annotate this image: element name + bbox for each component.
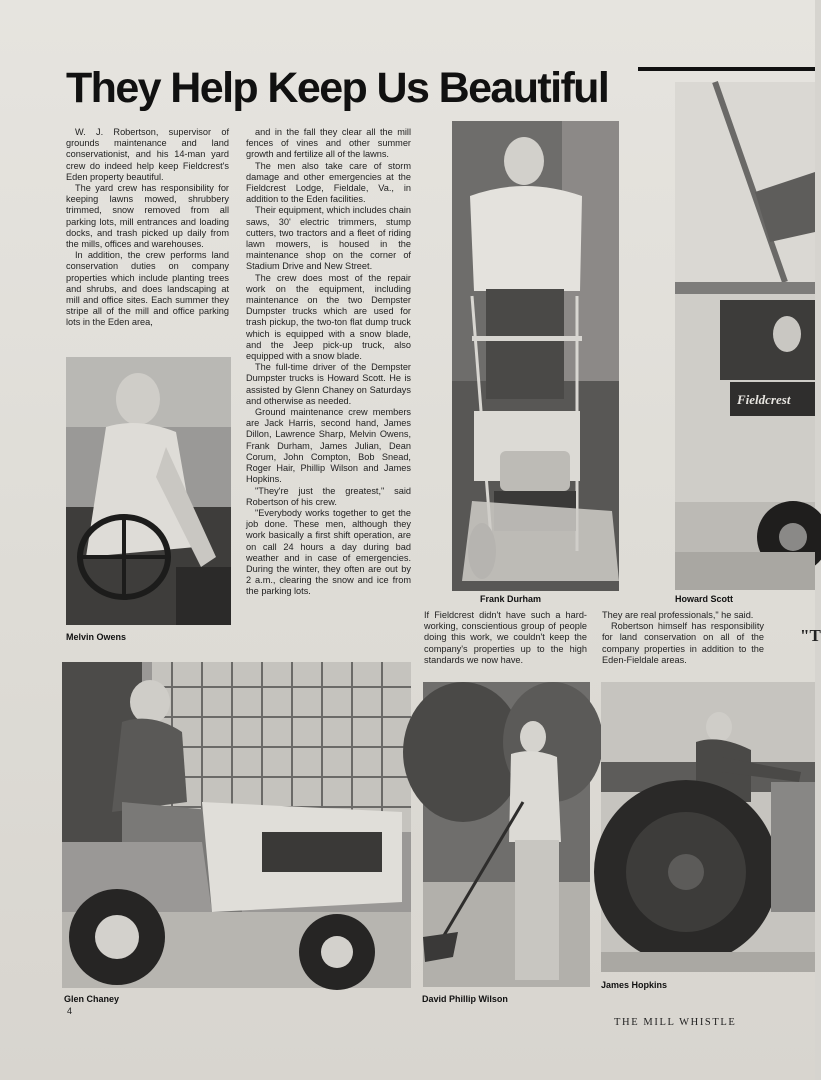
article-column-4 (602, 610, 764, 672)
paragraph: In addition, the crew performs land conservation duties on company properties which include planting trees and shrubs, and does landscaping at mill and office sites. Each summer they stripe all of the mill and office parking lots in the Eden area, (66, 250, 229, 328)
paragraph: The crew does most of the repair work on the equipment, including maintenance on the two Dempster Dumpster trucks which are used for trash pickup, the two-ton flat dump truck which is equipped with a snow blade, and the Jeep pick-up truck, also equipped with a snow blade. (246, 272, 411, 362)
photo-illustration (675, 82, 815, 590)
photo-illustration (601, 682, 815, 972)
pull-quote-mark: "T (800, 626, 821, 645)
article-column-2 (246, 127, 411, 649)
headline: They Help Keep Us Beautiful (66, 64, 609, 112)
photo-frank-durham (452, 121, 619, 591)
photo-illustration (423, 682, 590, 987)
caption-james-hopkins: James Hopkins (601, 980, 668, 990)
article-column-3 (424, 610, 587, 672)
article-column-1 (66, 127, 229, 355)
photo-melvin-owens (66, 357, 231, 625)
photo-howard-scott (675, 82, 815, 590)
caption-david-phillip-wilson: David Phillip Wilson (422, 994, 508, 1004)
paragraph: Ground maintenance crew members are Jack Harris, second hand, James Dillon, Lawrence Sharp, Melvin Owens, Frank Durham, James Julian, Dean Corum, John Compton, Bob Snead, Roger Hair, Phillip Wilson and James Hopkins. (246, 407, 411, 485)
photo-david-phillip-wilson (423, 682, 590, 987)
paragraph: and in the fall they clear all the mill fences of vines and other summer growth and fertilize all of the lawns. (246, 127, 411, 160)
paragraph: Their equipment, which includes chain saws, 30' electric trimmers, stump cutters, two tractors and a fleet of riding lawn mowers, is housed in the maintenance shop on the corner of Stadium Drive and New Street. (246, 205, 411, 272)
paragraph: W. J. Robertson, supervisor of grounds maintenance and land conservationist, and his 14-man yard crew do indeed help keep Fieldcrest's Eden property beautiful. (66, 127, 229, 182)
masthead: THE MILL WHISTLE (614, 1017, 737, 1028)
photo-illustration (452, 121, 619, 591)
paragraph: The yard crew has responsibility for keeping lawns mowed, shrubbery trimmed, snow removed from all parking lots, mill entrances and loading docks, and trash picked up daily from the mills, offices and warehouses. (66, 183, 229, 250)
photo-james-hopkins (601, 682, 815, 972)
paragraph: Robertson himself has responsibility for land conservation on all of the company properties in addition to the Eden-Fieldale areas. (602, 621, 764, 665)
paragraph: "Everybody works together to get the job done. These men, although they work basically a first shift operation, are on call 24 hours a day during bad weather and in case of emergencies. During the winter, they often are out by 2 a.m., clearing the snow and ice from the parking lots. (246, 507, 411, 597)
header-rule (638, 67, 815, 71)
paragraph: They are real professionals," he said. (602, 610, 754, 620)
paragraph: The full-time driver of the Dempster Dumpster trucks is Howard Scott. He is assisted by Glenn Chaney on Saturdays and otherwise as needed. (246, 362, 411, 406)
page-number: 4 (67, 1006, 73, 1016)
caption-glen-chaney: Glen Chaney (64, 994, 120, 1004)
photo-glen-chaney (62, 662, 411, 988)
truck-logo: Fieldcrest (737, 392, 791, 407)
photo-illustration (66, 357, 231, 625)
caption-howard-scott: Howard Scott (675, 594, 734, 604)
paragraph: "They're just the greatest," said Robertson of his crew. (246, 485, 411, 507)
caption-melvin-owens: Melvin Owens (66, 632, 127, 642)
paragraph: The men also take care of storm damage and other emergencies at the Fieldcrest Lodge, Fieldale, Va., in addition to the Eden facilities. (246, 160, 411, 205)
caption-frank-durham: Frank Durham (480, 594, 542, 604)
paragraph: If Fieldcrest didn't have such a hard-working, conscientious group of people doing this work, we couldn't keep the company's properties up to the high standards we now have. (424, 610, 587, 665)
photo-illustration (62, 662, 411, 988)
